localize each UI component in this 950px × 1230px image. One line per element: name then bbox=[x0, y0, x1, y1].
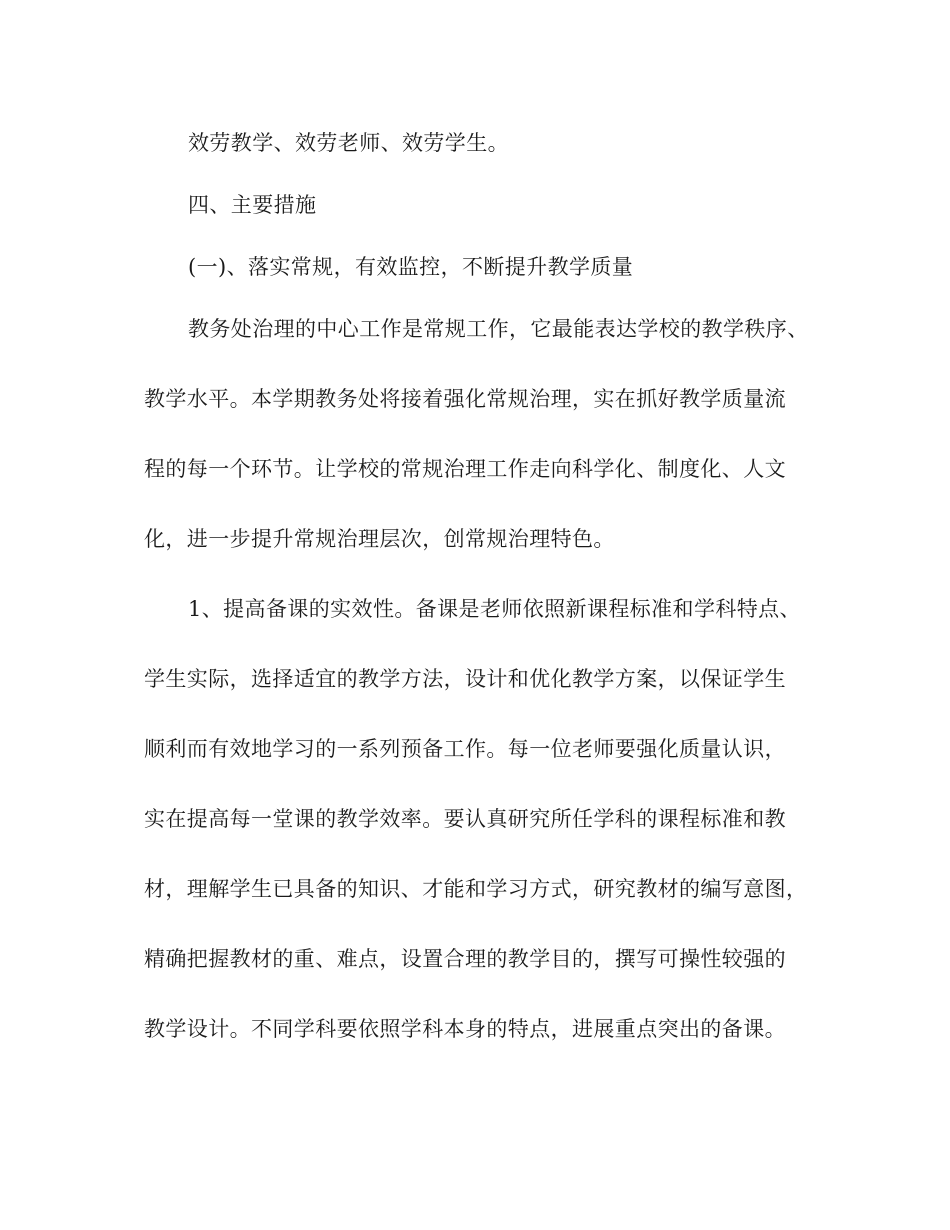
text-line-6: 程的每一个环节。让学校的常规治理工作走向科学化、制度化、人文 bbox=[144, 457, 786, 481]
subsection-heading-routine: (一)、落实常规，有效监控，不断提升教学质量 bbox=[188, 255, 634, 279]
text-line-5: 教学水平。本学期教务处将接着强化常规治理，实在抓好教学质量流 bbox=[144, 387, 786, 411]
text-line-13: 精确把握教材的重、难点，设置合理的教学目的，撰写可操性较强的 bbox=[144, 947, 786, 971]
text-line-9: 学生实际，选择适宜的教学方法，设计和优化教学方案，以保证学生 bbox=[144, 667, 786, 691]
text-line-14: 教学设计。不同学科要依照学科本身的特点，进展重点突出的备课。 bbox=[144, 1017, 786, 1041]
text-line-10: 顺利而有效地学习的一系列预备工作。每一位老师要强化质量认识， bbox=[144, 737, 786, 761]
text-line-11: 实在提高每一堂课的教学效率。要认真研究所任学科的课程标准和教 bbox=[144, 807, 786, 831]
text-line-4: 教务处治理的中心工作是常规工作，它最能表达学校的教学秩序、 bbox=[188, 317, 809, 341]
text-line-1: 效劳教学、效劳老师、效劳学生。 bbox=[188, 131, 509, 155]
text-line-8: 1、提高备课的实效性。备课是老师依照新课程标准和学科特点、 bbox=[188, 597, 801, 621]
text-line-7: 化，进一步提升常规治理层次，创常规治理特色。 bbox=[144, 527, 615, 551]
section-heading-measures: 四、主要措施 bbox=[188, 193, 317, 217]
text-line-12: 材，理解学生已具备的知识、才能和学习方式，研究教材的编写意图， bbox=[144, 877, 808, 901]
